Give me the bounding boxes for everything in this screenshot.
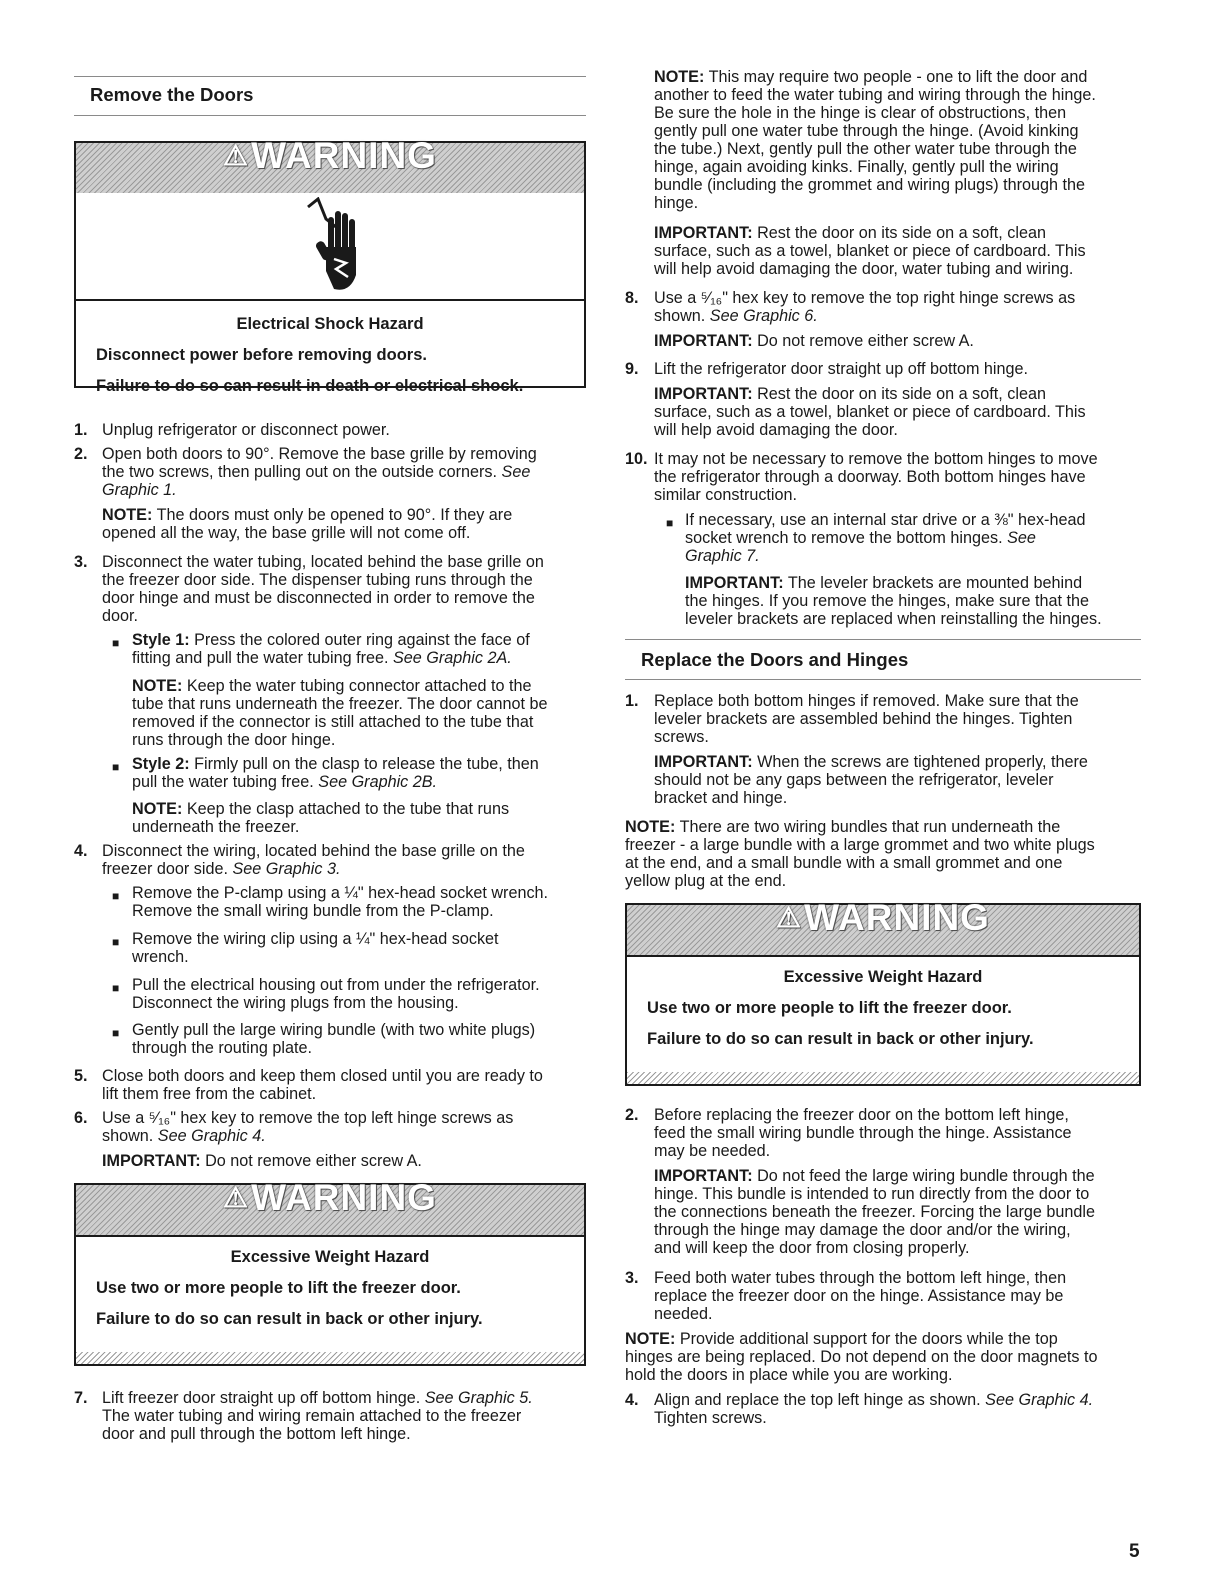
section-header-remove-doors (74, 76, 586, 116)
replace-step-3-line: Feed both water tubes through the bottom left hinge, then (654, 1269, 1067, 1287)
wiring-note-line: freezer - a large bundle with a large grommet and two white plugs (625, 836, 1095, 854)
bullet-icon: ■ (112, 935, 120, 949)
step-8-line: shown. See Graphic 6. (654, 307, 818, 325)
step-7-note-line: bundle (including the grommet and wiring plugs) through the (654, 176, 1086, 194)
step-2-ref: Graphic 1. (102, 481, 177, 499)
step-number: 7. (74, 1389, 88, 1407)
step-2-line: the two screws, then pulling out on the outside corners. See (102, 463, 531, 481)
page-number: 5 (1129, 1541, 1140, 1562)
warning-separator (76, 1235, 584, 1237)
step-number: 3. (74, 553, 88, 571)
step-9-important: IMPORTANT: Rest the door on its side on a soft, clean (654, 385, 1046, 403)
warning-line-2: Failure to do so can result in death or electrical shock. (96, 377, 524, 395)
step-number: 6. (74, 1109, 88, 1127)
replace-step-2-line: Before replacing the freezer door on the bottom left hinge, (654, 1106, 1069, 1124)
step-6-important: IMPORTANT: Do not remove either screw A. (102, 1152, 422, 1170)
step-7-important-line: will help avoid damaging the door, water tubing and wiring. (654, 260, 1074, 278)
step-3-line: door hinge and must be disconnected in order to remove the (102, 589, 535, 607)
warning-title: ⚠WARNING (223, 135, 437, 176)
warning-box-weight-right (625, 897, 1141, 1086)
wiring-note-line: yellow plug at the end. (625, 872, 787, 890)
replace-step-1-important-line: bracket and hinge. (654, 789, 788, 807)
step-1-text: Unplug refrigerator or disconnect power. (102, 421, 390, 439)
step-8-line: Use a ⁵⁄₁₆" hex key to remove the top right hinge screws as (654, 289, 1076, 307)
bullet-icon: ■ (112, 889, 120, 903)
warning-separator (76, 299, 584, 301)
warning-title: ⚠WARNING (223, 1177, 437, 1218)
note-1-line: runs through the door hinge. (132, 731, 336, 749)
style-1-line: Style 1: Press the colored outer ring against the face of (132, 631, 530, 649)
section-header-replace-doors (625, 639, 1141, 680)
bullet-line: wrench. (132, 948, 189, 966)
replace-step-2-important-line: through the hinge may damage the door and/or the wiring, (654, 1221, 1071, 1239)
step-number: 4. (74, 842, 88, 860)
replace-step-1-line: screws. (654, 728, 709, 746)
warning-triangle-icon: ⚠ (776, 902, 803, 933)
step-number: 2. (625, 1106, 639, 1124)
note-1-line: removed if the connector is still attached to the tube that (132, 713, 534, 731)
step-10-line: the refrigerator through a doorway. Both bottom hinges have (654, 468, 1086, 486)
step-10-important: IMPORTANT: The leveler brackets are mounted behind (685, 574, 1083, 592)
step-10-bullet-line: socket wrench to remove the bottom hinges. See (685, 529, 1036, 547)
step-4-line: freezer door side. See Graphic 3. (102, 860, 341, 878)
note-2: NOTE: Keep the clasp attached to the tube that runs (132, 800, 510, 818)
style-2-line: pull the water tubing free. See Graphic 2B. (132, 773, 438, 791)
warning-hazard-title: Electrical Shock Hazard (236, 315, 424, 333)
warning-box-electrical (74, 135, 586, 395)
warning-line-2: Failure to do so can result in back or other injury. (647, 1030, 1034, 1048)
note-1-line: tube that runs underneath the freezer. The door cannot be (132, 695, 548, 713)
warning-bottom-strip (76, 1352, 584, 1364)
step-number: 9. (625, 360, 639, 378)
support-note: NOTE: Provide additional support for the doors while the top (625, 1330, 1058, 1348)
step-3-line: the freezer door side. The dispenser tubing runs through the (102, 571, 533, 589)
warning-triangle-icon: ⚠ (223, 140, 250, 171)
replace-step-2-important-line: and will keep the door from closing properly. (654, 1239, 970, 1257)
step-number: 2. (74, 445, 88, 463)
replace-step-2-line: may be needed. (654, 1142, 771, 1160)
support-note-line: hinges are being replaced. Do not depend on the door magnets to (625, 1348, 1098, 1366)
bullet-line: Remove the P-clamp using a ¼" hex-head socket wrench. (132, 884, 549, 902)
bullet-line: through the routing plate. (132, 1039, 312, 1057)
replace-step-2-important-line: hinge. This bundle is intended to run directly from the door to (654, 1185, 1090, 1203)
electrical-shock-hand-icon (306, 197, 360, 297)
step-2-line: Open both doors to 90°. Remove the base grille by removing (102, 445, 537, 463)
bullet-icon: ■ (112, 981, 120, 995)
step-2-note-line: opened all the way, the base grille will not come off. (102, 524, 471, 542)
replace-step-4-line: Align and replace the top left hinge as shown. See Graphic 4. (654, 1391, 1094, 1409)
step-9-text: Lift the refrigerator door straight up off bottom hinge. (654, 360, 1029, 378)
replace-step-2-line: feed the small wiring bundle through the hinge. Assistance (654, 1124, 1072, 1142)
step-7-line: door and pull through the bottom left hinge. (102, 1425, 411, 1443)
step-5-line: Close both doors and keep them closed until you are ready to (102, 1067, 543, 1085)
step-number: 10. (625, 450, 648, 468)
warning-hazard-title: Excessive Weight Hazard (783, 968, 983, 986)
step-7-important-line: surface, such as a towel, blanket or piece of cardboard. This (654, 242, 1086, 260)
replace-step-1-important-line: should not be any gaps between the refrigerator, leveler (654, 771, 1054, 789)
warning-bottom-strip (627, 1072, 1139, 1084)
warning-separator (627, 955, 1139, 957)
step-7-note-line: Be sure the hole in the hinge is clear of obstructions, then (654, 104, 1067, 122)
step-6-line: shown. See Graphic 4. (102, 1127, 266, 1145)
style-2-line: Style 2: Firmly pull on the clasp to release the tube, then (132, 755, 539, 773)
wiring-note: NOTE: There are two wiring bundles that run underneath the (625, 818, 1061, 836)
step-4-line: Disconnect the wiring, located behind the base grille on the (102, 842, 525, 860)
replace-step-3-line: needed. (654, 1305, 713, 1323)
warning-triangle-icon: ⚠ (223, 1182, 250, 1213)
step-number: 3. (625, 1269, 639, 1287)
section-title: Replace the Doors and Hinges (641, 649, 909, 670)
bullet-line: Pull the electrical housing out from under the refrigerator. (132, 976, 540, 994)
step-7-note-line: gently pull one water tube through the hinge. (Avoid kinking (654, 122, 1079, 140)
warning-line-1: Use two or more people to lift the freezer door. (647, 999, 1012, 1017)
step-5-line: lift them free from the cabinet. (102, 1085, 317, 1103)
step-number: 8. (625, 289, 639, 307)
warning-line-1: Use two or more people to lift the freezer door. (96, 1279, 461, 1297)
step-3-line: Disconnect the water tubing, located behind the base grille on (102, 553, 544, 571)
bullet-icon: ■ (666, 516, 674, 530)
step-10-important-line: the hinges. If you remove the hinges, make sure that the (685, 592, 1090, 610)
warning-line-2: Failure to do so can result in back or other injury. (96, 1310, 483, 1328)
bullet-line: Gently pull the large wiring bundle (with two white plugs) (132, 1021, 536, 1039)
note-1: NOTE: Keep the water tubing connector attached to the (132, 677, 532, 695)
step-number: 1. (74, 421, 88, 439)
step-number: 5. (74, 1067, 88, 1085)
step-7-line: Lift freezer door straight up off bottom hinge. See Graphic 5. (102, 1389, 533, 1407)
bullet-line: Remove the small wiring bundle from the P-clamp. (132, 902, 494, 920)
step-9-important-line: surface, such as a towel, blanket or piece of cardboard. This (654, 403, 1086, 421)
note-2-line: underneath the freezer. (132, 818, 300, 836)
bullet-icon: ■ (112, 760, 120, 774)
warning-title: ⚠WARNING (776, 897, 990, 938)
step-10-line: similar construction. (654, 486, 798, 504)
replace-step-3-line: replace the freezer door on the hinge. Assistance may be (654, 1287, 1064, 1305)
bullet-line: Remove the wiring clip using a ¼" hex-head socket (132, 930, 499, 948)
warning-hazard-title: Excessive Weight Hazard (230, 1248, 430, 1266)
warning-line-1: Disconnect power before removing doors. (96, 346, 427, 364)
step-7-note-line: hinge. (654, 194, 699, 212)
step-7-note-line: hinge, again avoiding kinks. Finally, gently pull the wiring (654, 158, 1059, 176)
step-9-important-line: will help avoid damaging the door. (654, 421, 898, 439)
step-7-note-line: the tube.) Next, gently pull the other water tube through the (654, 140, 1077, 158)
replace-step-4-line: Tighten screws. (654, 1409, 767, 1427)
step-7-note-line: another to feed the water tubing and wiring through the hinge. (654, 86, 1096, 104)
step-2-note: NOTE: The doors must only be opened to 90°. If they are (102, 506, 513, 524)
bullet-icon: ■ (112, 636, 120, 650)
step-7-important: IMPORTANT: Rest the door on its side on a soft, clean (654, 224, 1046, 242)
step-6-line: Use a ⁵⁄₁₆" hex key to remove the top left hinge screws as (102, 1109, 514, 1127)
step-3-line: door. (102, 607, 139, 625)
replace-step-1-line: leveler brackets are assembled behind the hinges. Tighten (654, 710, 1073, 728)
wiring-note-line: at the end, and a small bundle with a small grommet and one (625, 854, 1063, 872)
replace-step-2-important-line: the connections beneath the freezer. Forcing the large bundle (654, 1203, 1095, 1221)
step-10-important-line: leveler brackets are replaced when reinstalling the hinges. (685, 610, 1102, 628)
warning-box-weight (74, 1177, 586, 1366)
step-number: 1. (625, 692, 639, 710)
step-10-bullet-ref: Graphic 7. (685, 547, 760, 565)
replace-step-1-important: IMPORTANT: When the screws are tightened properly, there (654, 753, 1088, 771)
support-note-line: hold the doors in place while you are working. (625, 1366, 953, 1384)
step-7-line: The water tubing and wiring remain attached to the freezer (102, 1407, 522, 1425)
style-1-line: fitting and pull the water tubing free. See Graphic 2A. (132, 649, 512, 667)
step-10-line: It may not be necessary to remove the bottom hinges to move (654, 450, 1098, 468)
step-7-note: NOTE: This may require two people - one to lift the door and (654, 68, 1088, 86)
step-number: 4. (625, 1391, 639, 1409)
bullet-icon: ■ (112, 1026, 120, 1040)
bullet-line: Disconnect the wiring plugs from the housing. (132, 994, 459, 1012)
step-8-important: IMPORTANT: Do not remove either screw A. (654, 332, 974, 350)
step-10-bullet-line: If necessary, use an internal star drive or a ⅜" hex-head (685, 511, 1086, 529)
section-title: Remove the Doors (90, 84, 254, 105)
replace-step-1-line: Replace both bottom hinges if removed. Make sure that the (654, 692, 1079, 710)
replace-step-2-important: IMPORTANT: Do not feed the large wiring bundle through the (654, 1167, 1095, 1185)
